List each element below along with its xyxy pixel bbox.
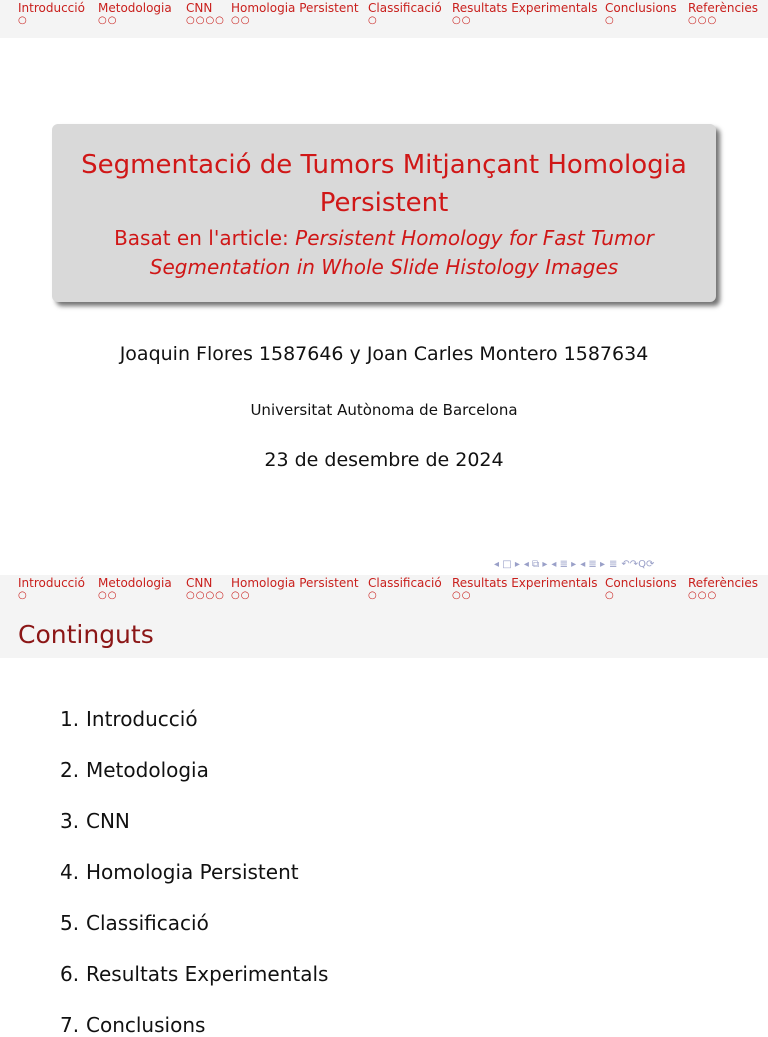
frame-title: Continguts: [18, 620, 154, 649]
toc-item-classificacio[interactable]: [60, 911, 209, 935]
nav-section-label: Metodologia: [98, 1, 172, 15]
nav-section-introduccio[interactable]: [18, 2, 85, 26]
toc-number: 4.: [60, 860, 80, 884]
nav-section-label: Conclusions: [605, 1, 677, 15]
nav-section-cnn[interactable]: [186, 2, 225, 26]
nav-section-dots: ○○: [452, 15, 472, 26]
frametitle-bar: [0, 613, 768, 658]
date-line: 23 de desembre de 2024: [264, 449, 504, 471]
nav-section-label: Homologia Persistent: [231, 1, 359, 15]
nav-section-label: Classificació: [368, 576, 442, 590]
nav-section-dots: ○○○: [688, 590, 718, 601]
nav-section-dots: ○: [18, 590, 28, 601]
nav-section-dots: ○: [368, 590, 378, 601]
toc-number: 6.: [60, 962, 80, 986]
nav-section-dots: ○: [605, 590, 615, 601]
toc-label: CNN: [86, 809, 130, 833]
toc-number: 7.: [60, 1013, 80, 1037]
toc-item-introduccio[interactable]: [60, 707, 198, 731]
toc-item-cnn[interactable]: [60, 809, 130, 833]
subsection-nav-icon[interactable]: ◂ ⧉ ▸: [523, 558, 548, 570]
frame-nav-icon[interactable]: ◂ □ ▸: [494, 558, 520, 570]
nav-section-dots: ○○: [98, 15, 118, 26]
toc-label: Introducció: [86, 707, 198, 731]
toc-number: 2.: [60, 758, 80, 782]
nav-section-label: Resultats Experimentals: [452, 576, 598, 590]
author-line: Joaquin Flores 1587646 y Joan Carles Montero 1587634: [119, 343, 649, 365]
nav-section-resultats[interactable]: [452, 2, 597, 26]
presentation-title: Segmentació de Tumors Mitjançant Homologia Persistent: [81, 150, 687, 218]
toc-number: 1.: [60, 707, 80, 731]
section-navbar: [0, 0, 768, 38]
nav-section-label: Homologia Persistent: [231, 576, 359, 590]
nav-section-label: Metodologia: [98, 576, 172, 590]
beamer-navigation-controls: [494, 557, 764, 571]
toc-item-homologia[interactable]: [60, 860, 299, 884]
nav-section-label: Classificació: [368, 1, 442, 15]
section-navbar: [0, 575, 768, 613]
presentation-subtitle: [82, 224, 686, 282]
toc-label: Homologia Persistent: [86, 860, 299, 884]
nav-section-cnn[interactable]: [186, 577, 225, 601]
nav-section-dots: ○: [605, 15, 615, 26]
contents-slide: [0, 575, 768, 1037]
nav-section-conclusions[interactable]: [605, 577, 677, 601]
nav-section-label: Resultats Experimentals: [452, 1, 598, 15]
search-nav-icon[interactable]: ↶↷Q⟳: [621, 558, 655, 570]
nav-section-resultats[interactable]: [452, 577, 597, 601]
title-box: [52, 124, 716, 302]
toc-label: Classificació: [86, 911, 209, 935]
nav-section-dots: ○○: [231, 15, 251, 26]
nav-section-dots: ○○: [452, 590, 472, 601]
nav-section-referencies[interactable]: [688, 577, 758, 601]
nav-section-metodologia[interactable]: [98, 2, 172, 26]
nav-section-homologia[interactable]: [231, 577, 359, 601]
subtitle-prefix: Basat en l'article:: [114, 226, 296, 250]
institute-line: Universitat Autònoma de Barcelona: [250, 401, 518, 419]
nav-section-label: Referències: [688, 1, 759, 15]
nav-section-homologia[interactable]: [231, 2, 359, 26]
toc-item-resultats[interactable]: [60, 962, 328, 986]
nav-section-referencies[interactable]: [688, 2, 758, 26]
nav-section-conclusions[interactable]: [605, 2, 677, 26]
nav-section-dots: ○○○: [688, 15, 718, 26]
nav-section-label: Introducció: [18, 576, 85, 590]
toc-number: 3.: [60, 809, 80, 833]
subsubsection-nav-icon[interactable]: ◂ ≣ ▸: [580, 558, 605, 570]
article-title: Persistent Homology for Fast Tumor Segmentation in Whole Slide Histology Images: [149, 226, 654, 279]
nav-section-metodologia[interactable]: [98, 577, 172, 601]
nav-section-label: Referències: [688, 576, 759, 590]
nav-section-label: CNN: [186, 1, 213, 15]
nav-section-dots: ○: [368, 15, 378, 26]
toc-label: Conclusions: [86, 1013, 206, 1037]
nav-section-classificacio[interactable]: [368, 2, 442, 26]
toc-label: Metodologia: [86, 758, 209, 782]
nav-section-dots: ○: [18, 15, 28, 26]
nav-section-dots: ○○: [98, 590, 118, 601]
toc-number: 5.: [60, 911, 80, 935]
nav-section-dots: ○○○○: [186, 15, 225, 26]
nav-section-label: Introducció: [18, 1, 85, 15]
nav-section-label: CNN: [186, 576, 213, 590]
nav-section-dots: ○○○○: [186, 590, 225, 601]
section-nav-icon[interactable]: ◂ ≣ ▸: [551, 558, 577, 570]
toc-item-metodologia[interactable]: [60, 758, 209, 782]
nav-section-classificacio[interactable]: [368, 577, 442, 601]
nav-section-label: Conclusions: [605, 576, 677, 590]
nav-section-dots: ○○: [231, 590, 251, 601]
document-nav-icon[interactable]: ≣: [608, 558, 618, 570]
nav-section-introduccio[interactable]: [18, 577, 85, 601]
toc-item-conclusions[interactable]: [60, 1013, 205, 1037]
toc-label: Resultats Experimentals: [86, 962, 329, 986]
